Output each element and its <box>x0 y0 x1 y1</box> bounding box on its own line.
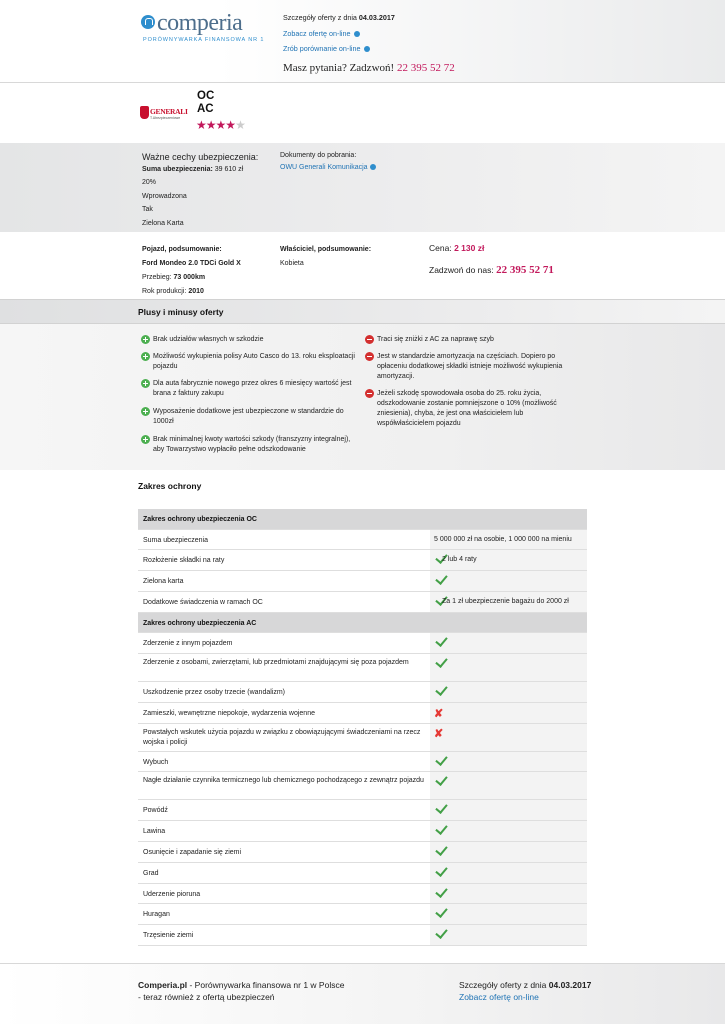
check-icon <box>435 655 447 668</box>
check-icon <box>435 572 447 585</box>
vehicle-model: Ford Mondeo 2.0 TDCi Gold X <box>142 260 241 267</box>
coverage-label: Zderzenie z innym pojazdem <box>143 640 233 648</box>
pro-item <box>141 379 361 399</box>
rating-stars <box>196 118 245 132</box>
feature-item <box>142 177 243 191</box>
coverage-label: Grad <box>143 869 159 877</box>
con-item <box>365 352 577 382</box>
coverage-label: Nagłe działanie czynnika termicznego lub chemicznego pochodzącego z zewnątrz pojazdu <box>143 777 424 785</box>
product-line-oc: OC <box>197 90 215 102</box>
product-line-ac: AC <box>197 103 214 115</box>
feature-item <box>142 164 243 177</box>
coverage-row <box>138 592 587 613</box>
check-icon <box>435 864 447 877</box>
vehicle-heading: Pojazd, podsumowanie: <box>142 246 222 253</box>
pro-text: Brak minimalnej kwoty wartości szkody (franszyzny integralnej), aby Towarzystwo wypłaciło pełne odszkodowanie <box>153 436 351 453</box>
plus-icon <box>141 352 150 361</box>
coverage-row <box>138 530 587 551</box>
coverage-value-cell <box>430 571 587 591</box>
owu-document-label[interactable]: OWU Generali Komunikacja <box>280 164 368 171</box>
check-icon <box>435 683 447 696</box>
features-heading: Ważne cechy ubezpieczenia: <box>142 152 259 162</box>
coverage-label: Wybuch <box>143 758 169 766</box>
questions-line <box>283 62 455 74</box>
documents-heading: Dokumenty do pobrania: <box>280 152 357 159</box>
check-icon <box>435 773 447 786</box>
feature-item <box>142 204 243 218</box>
minus-icon <box>365 335 374 344</box>
coverage-value: 5 000 000 zł na osobie, 1 000 000 na mieniu <box>434 535 572 543</box>
offer-date-prefix: Szczegóły oferty z dnia <box>283 13 359 22</box>
coverage-row <box>138 724 587 752</box>
check-icon <box>435 822 447 835</box>
coverage-label: Powstałych wskutek użycia pojazdu w związku z obowiązującymi świadczeniami na rzecz wojska i policji <box>143 728 421 746</box>
footer-date: 04.03.2017 <box>548 980 592 990</box>
owner-summary <box>280 243 371 271</box>
coverage-row <box>138 654 587 682</box>
star-filled-icon: ★ <box>225 118 236 132</box>
coverage-row <box>138 571 587 592</box>
coverage-value-cell <box>430 925 587 945</box>
feature-value: 39 610 zł <box>214 166 244 173</box>
coverage-label: Uderzenie pioruna <box>143 890 201 898</box>
owner-value: Kobieta <box>280 260 304 267</box>
coverage-row <box>138 550 587 571</box>
coverage-value-cell <box>430 682 587 702</box>
coverage-value-cell <box>430 530 587 550</box>
feature-item <box>142 218 243 232</box>
coverage-title: Zakres ochrony <box>138 481 202 491</box>
coverage-label: Zamieszki, wewnętrzne niepokoje, wydarzenia wojenne <box>143 709 315 717</box>
call-phone[interactable]: 22 395 52 71 <box>496 264 554 276</box>
cross-icon: ✘ <box>434 707 444 720</box>
coverage-value: 2 lub 4 raty <box>442 556 477 564</box>
year-value: 2010 <box>188 288 204 295</box>
offer-date: 04.03.2017 <box>358 13 395 22</box>
coverage-row <box>138 703 587 724</box>
coverage-row <box>138 884 587 905</box>
check-icon <box>435 801 447 814</box>
logo-tagline: PORÓWNYWARKA FINANSOWA NR 1 <box>143 37 265 43</box>
coverage-value-cell <box>430 703 587 723</box>
call-label: Zadzwoń do nas: <box>429 265 494 275</box>
pros-cons-title: Plusy i minusy oferty <box>138 307 224 317</box>
coverage-value-cell <box>430 842 587 862</box>
plus-icon <box>141 335 150 344</box>
pro-text: Dla auta fabrycznie nowego przez okres 6 miesięcy wartość jest brana z faktury zakupu <box>153 380 352 397</box>
vehicle-mileage <box>142 271 241 285</box>
pros-cons-bar <box>0 299 725 324</box>
owu-document-link[interactable] <box>280 164 376 171</box>
vehicle-year <box>142 285 241 299</box>
info-icon <box>370 164 376 170</box>
plus-icon <box>141 407 150 416</box>
coverage-table <box>138 509 587 946</box>
coverage-value-cell <box>430 752 587 772</box>
coverage-label: Uszkodzenie przez osoby trzecie (wandalizm) <box>143 688 285 696</box>
coverage-label: Powódź <box>143 807 168 815</box>
header-phone[interactable]: 22 395 52 72 <box>396 62 455 74</box>
pro-item <box>141 435 361 455</box>
coverage-row <box>138 863 587 884</box>
pro-item <box>141 352 361 372</box>
coverage-row <box>138 821 587 842</box>
feature-item <box>142 191 243 205</box>
con-text: Jest w standardzie amortyzacja na częściach. Dopiero po opłaceniu dodatkowej składki istnieje możliwość wykupienia amortyzacji. <box>377 353 563 380</box>
plus-icon <box>141 379 150 388</box>
star-filled-icon: ★ <box>196 118 206 132</box>
coverage-label: Suma ubezpieczenia <box>143 536 208 544</box>
pro-item <box>141 407 361 427</box>
coverage-value-cell <box>430 800 587 820</box>
info-icon <box>364 46 370 52</box>
coverage-label: Huragan <box>143 911 170 919</box>
feature-label: Suma ubezpieczenia: <box>142 166 213 173</box>
price-value: 2 130 zł <box>454 243 485 253</box>
comperia-logo-icon <box>141 15 155 29</box>
coverage-section-header <box>138 613 587 634</box>
coverage-row <box>138 800 587 821</box>
vehicle-summary <box>142 243 241 299</box>
coverage-value-cell <box>430 884 587 904</box>
coverage-label: Zielona karta <box>143 578 184 586</box>
questions-text: Masz pytania? Zadzwoń! <box>283 62 395 74</box>
pro-item <box>141 335 361 345</box>
coverage-value-cell <box>430 633 587 653</box>
view-online-link[interactable] <box>283 29 360 38</box>
generali-logo <box>140 106 188 122</box>
price-label: Cena: <box>429 243 452 253</box>
generali-lion-icon <box>140 106 149 119</box>
coverage-value-cell <box>430 772 587 799</box>
check-icon <box>435 885 447 898</box>
coverage-label: Zderzenie z osobami, zwierzętami, lub przedmiotami znajdującymi się poza pojazdem <box>143 658 409 666</box>
year-label: Rok produkcji: <box>142 288 187 295</box>
compare-online-label[interactable]: Zrób porównanie on-line <box>283 44 361 53</box>
coverage-value: Za 1 zł ubezpieczenie bagażu do 2000 zł <box>442 597 569 605</box>
owner-heading: Właściciel, podsumowanie: <box>280 246 372 253</box>
pro-text: Brak udziałów własnych w szkodzie <box>153 336 264 343</box>
con-text: Traci się zniżki z AC za naprawę szyb <box>377 336 494 343</box>
coverage-row <box>138 633 587 654</box>
feature-value: Wprowadzona <box>142 192 187 200</box>
coverage-label: Lawina <box>143 828 166 836</box>
feature-value: Tak <box>142 206 153 213</box>
mileage-label: Przebieg: <box>142 274 172 281</box>
coverage-row <box>138 752 587 773</box>
coverage-value-cell <box>430 550 587 570</box>
generali-logo-text: GENERALI <box>150 107 188 116</box>
footer-brand-block <box>138 979 344 1003</box>
cross-icon: ✘ <box>434 727 444 740</box>
compare-online-link[interactable] <box>283 44 370 53</box>
coverage-label: Osunięcie i zapadanie się ziemi <box>143 848 242 856</box>
con-item <box>365 389 577 429</box>
footer-brand[interactable]: Comperia.pl <box>138 980 188 990</box>
feature-value: 20% <box>142 179 157 186</box>
coverage-value-cell <box>430 654 587 681</box>
footer-line-2: - teraz również z ofertą ubezpieczeń <box>138 992 275 1002</box>
comperia-logo[interactable] <box>141 10 242 37</box>
features-list <box>142 164 243 231</box>
generali-logo-sub: T.Ubezpieczeniowe <box>150 116 181 120</box>
check-icon <box>435 634 447 647</box>
footer-view-online-link[interactable]: Zobacz ofertę on-line <box>459 992 539 1002</box>
con-item <box>365 335 577 345</box>
feature-value: Zielona Karta <box>142 219 184 227</box>
coverage-label: Zakres ochrony ubezpieczenia AC <box>143 619 257 627</box>
view-online-label[interactable]: Zobacz ofertę on-line <box>283 29 351 38</box>
coverage-label: Trzęsienie ziemi <box>143 932 194 940</box>
coverage-value-cell <box>430 904 587 924</box>
check-icon <box>435 926 447 939</box>
coverage-row <box>138 925 587 946</box>
coverage-row <box>138 772 587 800</box>
pros-cons-area <box>0 324 725 470</box>
minus-icon <box>365 389 374 398</box>
coverage-value-cell <box>430 821 587 841</box>
page-footer <box>0 963 725 1024</box>
coverage-row <box>138 904 587 925</box>
offer-date-line <box>283 13 395 22</box>
coverage-label: Zakres ochrony ubezpieczenia OC <box>143 516 257 523</box>
pro-text: Wyposażenie dodatkowe jest ubezpieczone w standardzie do 1000zł <box>153 408 344 425</box>
star-filled-icon: ★ <box>215 118 226 132</box>
footer-line-1-text: - Porównywarka finansowa nr 1 w Polsce <box>187 980 345 990</box>
coverage-label: Dodatkowe świadczenia w ramach OC <box>143 598 263 606</box>
check-icon <box>435 905 447 918</box>
coverage-label: Rozłożenie składki na raty <box>143 557 225 565</box>
mileage-value: 73 000km <box>173 274 206 281</box>
plus-icon <box>141 435 150 444</box>
features-panel <box>0 143 725 232</box>
check-icon <box>435 843 447 856</box>
coverage-value-cell <box>430 724 587 751</box>
footer-offer-date-line <box>459 979 591 991</box>
coverage-section-header <box>138 509 587 530</box>
star-empty-icon: ★ <box>235 118 245 132</box>
coverage-row <box>138 842 587 863</box>
minus-icon <box>365 352 374 361</box>
info-icon <box>354 31 360 37</box>
coverage-value-cell <box>430 863 587 883</box>
price <box>429 243 484 253</box>
logo-text: comperia <box>157 10 243 36</box>
pro-text: Możliwość wykupienia polisy Auto Casco do 13. roku eksploatacji pojazdu <box>153 353 355 370</box>
footer-line-1 <box>138 979 344 991</box>
product-title <box>197 90 214 116</box>
coverage-row <box>138 682 587 703</box>
coverage-value-cell <box>430 592 587 612</box>
con-text: Jeżeli szkodę spowodowała osoba do 25. roku życia, odszkodowanie zostanie pomniejszone o 10% (możliwość zniesienia), chyba, że jest ona właścicielem lub współwłaścicielem pojazdu <box>377 390 557 427</box>
call-us <box>429 264 554 276</box>
star-filled-icon: ★ <box>205 118 216 132</box>
check-icon <box>435 753 447 766</box>
footer-offer-block <box>459 979 591 1003</box>
footer-date-prefix: Szczegóły oferty z dnia <box>459 980 549 990</box>
